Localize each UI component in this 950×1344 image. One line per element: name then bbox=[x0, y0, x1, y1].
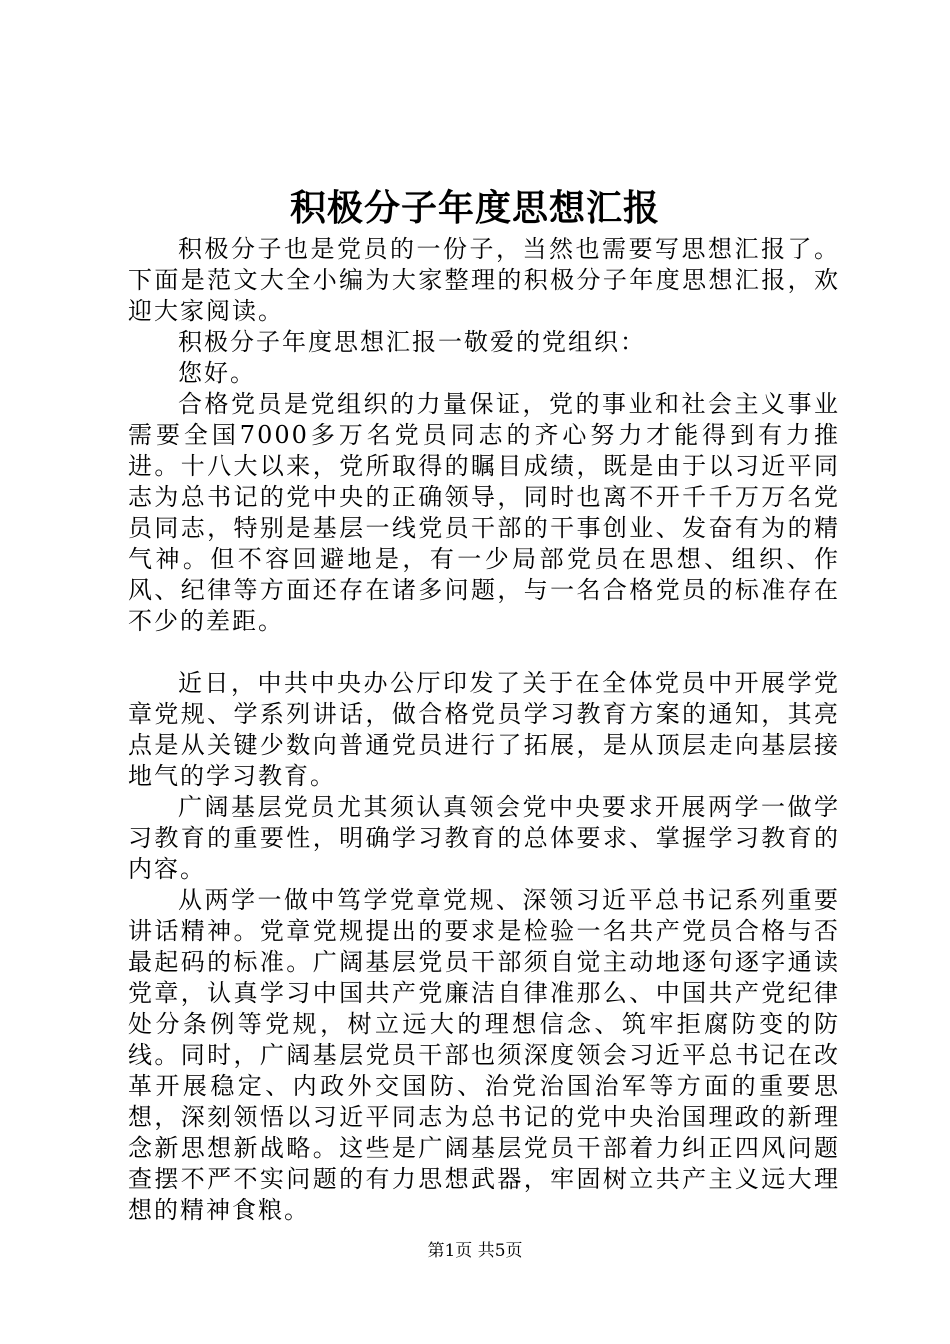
paragraph-study: 从两学一做中笃学党章党规、深领习近平总书记系列重要讲话精神。党章党规提出的要求是检验一名共产党员合格与否最起码的标准。广阔基层党员干部须自觉主动地逐句逐字通读党章，认真学习中国共产党廉洁自律准那么、中国共产党纪律处分条例等党规，树立远大的理想信念、筑牢拒腐防变的防线。同时，广阔基层党员干部也须深度领会习近平总书记在改革开展稳定、内政外交国防、治党治国治军等方面的重要思想，深刻领悟以习近平同志为总书记的党中央治国理政的新理念新思想新战略。这些是广阔基层党员干部着力纠正四风问题查摆不严不实问题的有力思想武器，牢固树立共产主义远大理想的精神食粮。 bbox=[128, 886, 840, 1224]
paragraph-notice: 近日，中共中央办公厅印发了关于在全体党员中开展学党章党规、学系列讲话，做合格党员学习教育方案的通知，其亮点是从关键少数向普通党员进行了拓展，是从顶层走向基层接地气的学习教育。 bbox=[128, 669, 840, 790]
document-title: 积极分子年度思想汇报 bbox=[289, 187, 660, 229]
page-number-footer: 第1页 共5页 bbox=[427, 1241, 523, 1261]
paragraph-intro: 积极分子也是党员的一份子，当然也需要写思想汇报了。下面是范文大全小编为大家整理的积极分子年度思想汇报，欢迎大家阅读。 bbox=[128, 235, 840, 325]
paragraph-salutation: 积极分子年度思想汇报一敬爱的党组织： bbox=[178, 328, 646, 356]
paragraph-grassroots: 广阔基层党员尤其须认真领会党中央要求开展两学一做学习教育的重要性，明确学习教育的总体要求、掌握学习教育的内容。 bbox=[128, 793, 840, 883]
paragraph-qualified-members: 合格党员是党组织的力量保证，党的事业和社会主义事业需要全国7000多万名党员同志的齐心努力才能得到有力推进。十八大以来，党所取得的瞩目成绩，既是由于以习近平同志为总书记的党中央的正确领导，同时也离不开千千万万名党员同志，特别是基层一线党员干部的干事创业、发奋有为的精气神。但不容回避地是，有一少局部党员在思想、组织、作风、纪律等方面还存在诸多问题，与一名合格党员的标准存在不少的差距。 bbox=[128, 390, 840, 635]
paragraph-greeting: 您好。 bbox=[178, 359, 256, 387]
document-body bbox=[128, 234, 840, 1226]
